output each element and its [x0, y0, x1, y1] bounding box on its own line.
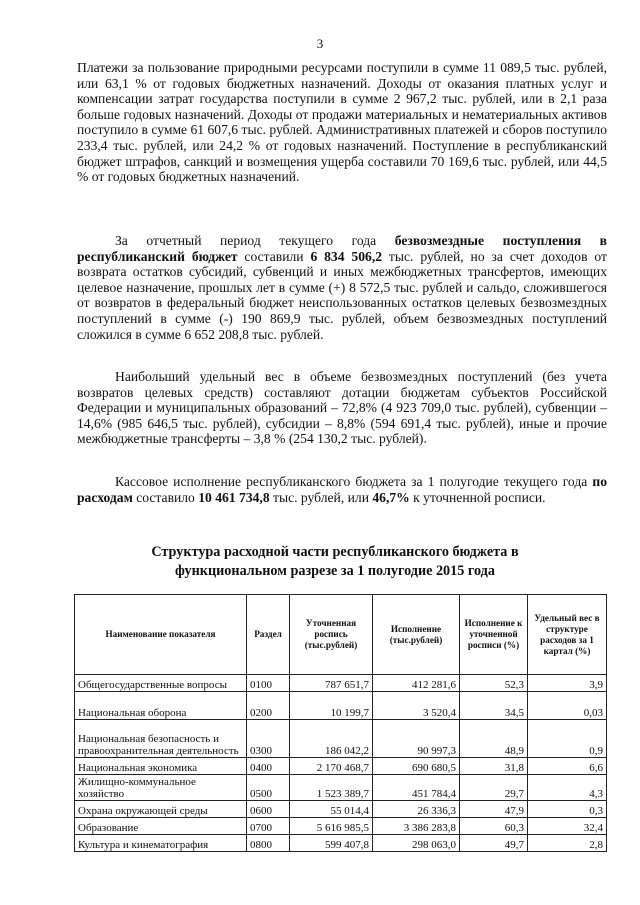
row-plan: 5 616 985,5 [290, 818, 373, 835]
table-row [75, 801, 607, 818]
row-execution: 3 386 283,8 [373, 818, 460, 835]
table-row [75, 775, 607, 801]
row-name: Охрана окружающей среды [75, 801, 247, 818]
row-name: Национальная оборона [75, 692, 247, 720]
row-execution: 451 784,4 [373, 775, 460, 801]
table-row [75, 835, 607, 852]
row-execution: 26 336,3 [373, 801, 460, 818]
row-section: 0400 [247, 758, 290, 775]
row-share: 2,8 [528, 835, 607, 852]
row-execution-pct: 47,9 [460, 801, 528, 818]
table-row [75, 818, 607, 835]
column-header-execution-pct: Исполнение к уточненной росписи (%) [460, 595, 528, 675]
row-plan: 599 407,8 [290, 835, 373, 852]
row-name: Национальная безопасность и правоохранительная деятельность [75, 720, 247, 758]
row-share: 6,6 [528, 758, 607, 775]
row-name: Жилищно-коммунальное хозяйство [75, 775, 247, 801]
row-plan: 1 523 389,7 [290, 775, 373, 801]
expenditure-structure-table [74, 594, 607, 852]
row-execution: 412 281,6 [373, 675, 460, 692]
row-plan: 55 014,4 [290, 801, 373, 818]
row-section: 0600 [247, 801, 290, 818]
row-section: 0200 [247, 692, 290, 720]
row-execution-pct: 31,8 [460, 758, 528, 775]
row-section: 0100 [247, 675, 290, 692]
table-row [75, 692, 607, 720]
row-name: Культура и кинематография [75, 835, 247, 852]
table-row [75, 675, 607, 692]
row-name: Общегосударственные вопросы [75, 675, 247, 692]
table-row [75, 720, 607, 758]
row-share: 0,9 [528, 720, 607, 758]
row-execution-pct: 34,5 [460, 692, 528, 720]
row-section: 0500 [247, 775, 290, 801]
paragraph-revenues: Платежи за пользование природными ресурсами поступили в сумме 11 089,5 тыс. рублей, или 63,1 % от годовых бюджетных назначений. Доходы от оказания платных услуг и компенсации затрат государства поступили в сумме 2 967,2 тыс. рублей, или в 2,1 раза больше годовых назначений. Доходы от продажи материальных и нематериальных активов поступило в сумме 61 607,6 тыс. рублей. Административных платежей и сборов поступило 233,4 тыс. рублей, или 24,2 % от годовых назначений. Поступление в республиканский бюджет штрафов, санкций и возмещения ущерба составили 70 169,6 тыс. рублей, или 44,5 % от годовых бюджетных назначений. [77, 60, 607, 185]
row-share: 0,3 [528, 801, 607, 818]
row-name: Национальная экономика [75, 758, 247, 775]
column-header-name: Наименование показателя [75, 595, 247, 675]
table-title: Структура расходной части республиканского бюджета в функциональном разрезе за 1 полугодие 2015 года [151, 544, 519, 579]
row-execution-pct: 60,3 [460, 818, 528, 835]
row-section: 0700 [247, 818, 290, 835]
row-execution: 90 997,3 [373, 720, 460, 758]
row-execution-pct: 29,7 [460, 775, 528, 801]
table-row [75, 758, 607, 775]
row-name: Образование [75, 818, 247, 835]
row-execution-pct: 49,7 [460, 835, 528, 852]
table-header-row [75, 595, 607, 675]
column-header-execution: Исполнение (тыс.рублей) [373, 595, 460, 675]
row-execution-pct: 52,3 [460, 675, 528, 692]
row-section: 0800 [247, 835, 290, 852]
row-section: 0300 [247, 720, 290, 758]
row-execution-pct: 48,9 [460, 720, 528, 758]
column-header-section: Раздел [247, 595, 290, 675]
paragraph-transfers-share: Наибольший удельный вес в объеме безвозмездных поступлений (без учета возвратов целевых средств) составляют дотации бюджетам субъектов Российской Федерации и муниципальных образований – 72,8% (4 923 709,0 тыс. рублей), субвенции – 14,6% (985 646,5 тыс. рублей), субсидии – 8,8% (594 691,4 тыс. рублей), иные и прочие межбюджетные трансферты – 3,8 % (254 130,2 тыс. рублей). [77, 369, 607, 447]
row-plan: 787 651,7 [290, 675, 373, 692]
row-execution: 3 520,4 [373, 692, 460, 720]
row-execution: 690 680,5 [373, 758, 460, 775]
paragraph-expenditure-execution: Кассовое исполнение республиканского бюджета за 1 полугодие текущего года по расходам составило 10 461 734,8 тыс. рублей, или 46,7% к уточненной росписи. [77, 474, 607, 505]
row-share: 32,4 [528, 818, 607, 835]
page-number: 3 [316, 36, 324, 51]
row-plan: 10 199,7 [290, 692, 373, 720]
column-header-share: Удельный вес в структуре расходов за 1 картал (%) [528, 595, 607, 675]
row-share: 3,9 [528, 675, 607, 692]
row-plan: 186 042,2 [290, 720, 373, 758]
row-plan: 2 170 468,7 [290, 758, 373, 775]
paragraph-gratuitous-receipts: За отчетный период текущего года безвозмездные поступления в республиканский бюджет составили 6 834 506,2 тыс. рублей, но за счет доходов от возврата остатков субсидий, субвенций и иных межбюджетных трансфертов, имеющих целевое назначение, прошлых лет в сумме (+) 8 572,5 тыс. рублей и сальдо, сложившегося от возвратов в федеральный бюджет неиспользованных остатков целевых безвозмездных поступлений в сумме (-) 190 869,9 тыс. рублей, объем безвозмездных поступлений сложился в сумме 6 652 208,8 тыс. рублей. [77, 233, 607, 342]
row-share: 4,3 [528, 775, 607, 801]
row-share: 0,03 [528, 692, 607, 720]
row-execution: 298 063,0 [373, 835, 460, 852]
column-header-plan: Уточненная роспись (тыс.рублей) [290, 595, 373, 675]
